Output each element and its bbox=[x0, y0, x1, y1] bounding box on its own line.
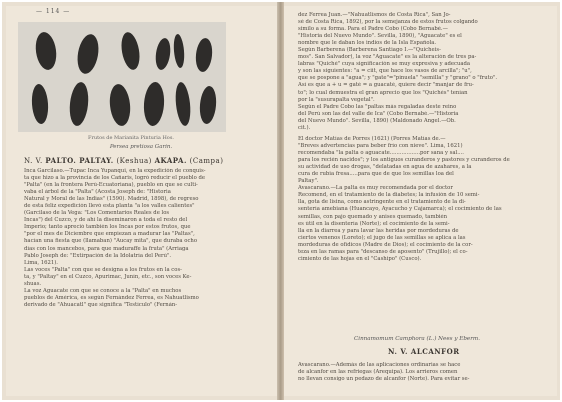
seed bbox=[194, 37, 213, 72]
text-line: teza en las ramas para "descanso de aposento" (Trujillo); el co- bbox=[298, 248, 468, 255]
text-line: de esta feliz expedición llevó esta planta "a los valles calientes" bbox=[24, 203, 195, 210]
text-line: "por el mes de Diciembre que empiezan a madurar las "Paltas", bbox=[24, 231, 195, 238]
text-line: similo a su forma. Para el Padre Cobo (Cobo Bernabé.— bbox=[298, 26, 448, 33]
right-page bbox=[284, 6, 557, 396]
seed bbox=[108, 83, 132, 127]
left-body-text bbox=[24, 168, 260, 309]
text-line: derivado de "Ahuacatl" que significa "Testículo" (Fernán- bbox=[24, 301, 178, 308]
photo-caption: Frutos de Marianita Pinturia Hos. bbox=[88, 135, 174, 141]
seed-photograph bbox=[18, 22, 226, 132]
text-line: y son las siguientes: "a = ciit, que hace los vasos de arcilla"; "u", bbox=[298, 68, 472, 75]
heading-lang1: (Keshua) bbox=[116, 157, 152, 165]
species-subcaption: Cinnamomum Camphora (L.) Nees y Eberm. bbox=[354, 336, 480, 342]
text-line: días con los mancebos, para que maduraffe la fruta" (Arriaga bbox=[24, 245, 189, 252]
text-line: Pablo Joseph de: "Extirpación de la Idolatría del Perú". bbox=[24, 252, 172, 259]
text-line: (Garcilaso de la Vega: "Los Comentarios Reales de los bbox=[24, 210, 170, 217]
left-page bbox=[6, 6, 277, 396]
text-line: recomendaba "la palta o aguacate..................por sana y sal.... bbox=[298, 150, 464, 157]
text-line: cit.). bbox=[298, 124, 311, 131]
seed bbox=[68, 81, 91, 127]
text-line: to"; lo cual demuestra el gran aprecio que los "Quichés" tenían bbox=[298, 89, 468, 96]
alcanfor-heading: N. V. ALCANFOR bbox=[388, 347, 460, 356]
heading-lang2: (Campa) bbox=[189, 157, 224, 165]
text-line: es útil en la disentería (Norte); el cocimiento de la semi- bbox=[298, 220, 450, 227]
text-line: cimiento de las hojas en el "Cashipo" (Cusco). bbox=[298, 255, 422, 262]
text-line: por la "susurapalta vegetal". bbox=[298, 96, 375, 103]
text-line: "Palta" (en la frontera Perú-Ecuatoriana), pueblo en que se culti- bbox=[24, 182, 198, 189]
seed bbox=[75, 33, 102, 76]
heading-name2: AKAPA. bbox=[154, 156, 187, 165]
text-line: "Breves advertencias para beber frío con nieve". Lima, 1621) bbox=[298, 143, 463, 150]
seed bbox=[142, 81, 165, 126]
text-line: de alcanfor en las refriegas (Arequipa). Los arrieros comen bbox=[298, 369, 458, 376]
page-number: — 114 — bbox=[36, 8, 71, 15]
entry-heading bbox=[24, 156, 223, 165]
seed bbox=[33, 31, 58, 71]
text-line: mos". San Salvador), la voz "Aguacate" es la alteración de tres pa- bbox=[298, 54, 477, 61]
text-line: Según Barberena (Barberena Santiago I.—"Quicheis- bbox=[298, 47, 441, 54]
text-line: ciertos venenos (Loreto); el jugo de las semillas se aplica a las bbox=[298, 234, 466, 241]
text-line: Incas") del Cuzco, y de ahí la diseminaron a toda el resto del bbox=[24, 217, 188, 224]
seed bbox=[154, 37, 172, 71]
text-line: ta, y "Paltay" en el Cuzco, Apurimac, Junín, etc., son voces Ke- bbox=[24, 273, 192, 280]
text-line: hacían una fiesta que (llamaban) "Aucay mita", que duraba ocho bbox=[24, 238, 198, 245]
text-line: lla en la diarrea y para lavar las heridas por mordeduras de bbox=[298, 227, 459, 234]
seed bbox=[174, 81, 193, 126]
text-line: sé de Costa Rica, 1892), por la semejanza de estos frutos colgando bbox=[298, 19, 478, 26]
text-line: Avascarano.—La palta es muy recomendada por el doctor bbox=[298, 185, 453, 192]
seed bbox=[198, 85, 217, 124]
text-line: labras "Quiché" cuya significación se muy expresiva y adecuada bbox=[298, 61, 471, 68]
heading-name: PALTO. PALTAY. bbox=[45, 156, 114, 165]
text-line: Imperio; tanto apreció también los Incas por estos frutos, que bbox=[24, 224, 191, 231]
text-line: nombre que le daban los indios de la Isla Española. bbox=[298, 40, 437, 47]
text-line: lla, gota de lisina, como astringente en el tratamiento de la di- bbox=[298, 199, 466, 206]
text-line: La voz Aguacate con que se conoce a la "Palta" en muchos bbox=[24, 287, 182, 294]
text-line: shuas. bbox=[24, 280, 42, 287]
book-spread bbox=[2, 2, 560, 400]
text-line: sentería amebiana (Huancayo, Ayacucho y Cajamarca); el cocimiento de las bbox=[298, 206, 502, 213]
text-line: que se pospone a "agua"; y "gate"="pinuela" "semilla" y "grano" o "fruto". bbox=[298, 75, 498, 82]
text-line: vaba el árbol de la "Palta" (Acosta Joseph de: "Historia bbox=[24, 189, 171, 196]
text-line: del Perú son las del valle de Ica" (Cobo Bernabé.—"Historia bbox=[298, 110, 459, 117]
text-line: ta que hizo a la provincia de los Cañaris, logró reducir el pueblo de bbox=[24, 175, 205, 182]
text-line: dez Ferrea Juan.—"Nahuatlismos de Costa Rica", San Jo- bbox=[298, 12, 451, 18]
text-line: del Nuevo Mundo". Sevilla, 1890) (Maldonado Angel.—Ob. bbox=[298, 117, 456, 124]
right-body-top bbox=[298, 12, 542, 132]
text-line: Paltay". bbox=[298, 178, 319, 185]
book-gutter bbox=[277, 2, 284, 400]
text-line: Según el Padre Cobo las "paltas más regaladas deste reino bbox=[298, 103, 457, 110]
text-line: para los recién nacidos"; y los antiguos curanderos y pastores y curanderos de bbox=[298, 157, 510, 164]
text-line: semillas, con pajo quemado y anises quemado, también bbox=[298, 213, 448, 220]
right-body-bottom bbox=[298, 362, 542, 383]
seed bbox=[119, 31, 142, 71]
text-line: "Historia del Nuevo Mundo". Sevilla, 1890), "Aguacate" es el bbox=[298, 33, 462, 40]
text-line: Avascarano.—Además de las aplicaciones ordinarias se hace bbox=[298, 362, 461, 368]
text-line: Lima, 1621). bbox=[24, 259, 58, 266]
photo-subcaption: Persea pretiosa Garin. bbox=[109, 144, 173, 150]
seed bbox=[173, 34, 186, 69]
text-line: El doctor Matías de Porres (1621) (Porres Matías de.— bbox=[298, 136, 446, 142]
text-line: pueblos de América, es según Fernández Ferrea, es Nahuatlismo bbox=[24, 294, 199, 301]
text-line: Natural y Moral de las Indias" (1590). Madrid, 1898), de regreso bbox=[24, 196, 199, 203]
text-line: Las voces "Palta" con que se designa a los frutos en la cos- bbox=[24, 266, 182, 273]
text-line: Recomend, en el tratamiento de la diabetes; la infusión de 10 semi- bbox=[298, 192, 480, 199]
text-line: no llevan consigo un pedazo de alcanfor (Norte). Para evitar se- bbox=[298, 376, 470, 383]
right-body-middle bbox=[298, 136, 542, 263]
heading-prefix: N. V. bbox=[24, 157, 43, 165]
text-line: Inca Garcilaso.—Tupac Inca Yupanqui, en la expedición de conquis- bbox=[24, 168, 206, 174]
text-line: Así es que a + u = gaté = a guacaté, quiere decir "manjar de fru- bbox=[298, 82, 474, 89]
text-line: mordeduras de ofídicos (Madre de Dios); el cocimiento de la cor- bbox=[298, 241, 473, 248]
seed bbox=[31, 83, 50, 124]
text-line: cura de rubia fresa.....para que de que los semillas loa del bbox=[298, 171, 454, 178]
text-line: su actividad de uso drogas, "delatadas en agua de azahares, a la bbox=[298, 164, 472, 171]
